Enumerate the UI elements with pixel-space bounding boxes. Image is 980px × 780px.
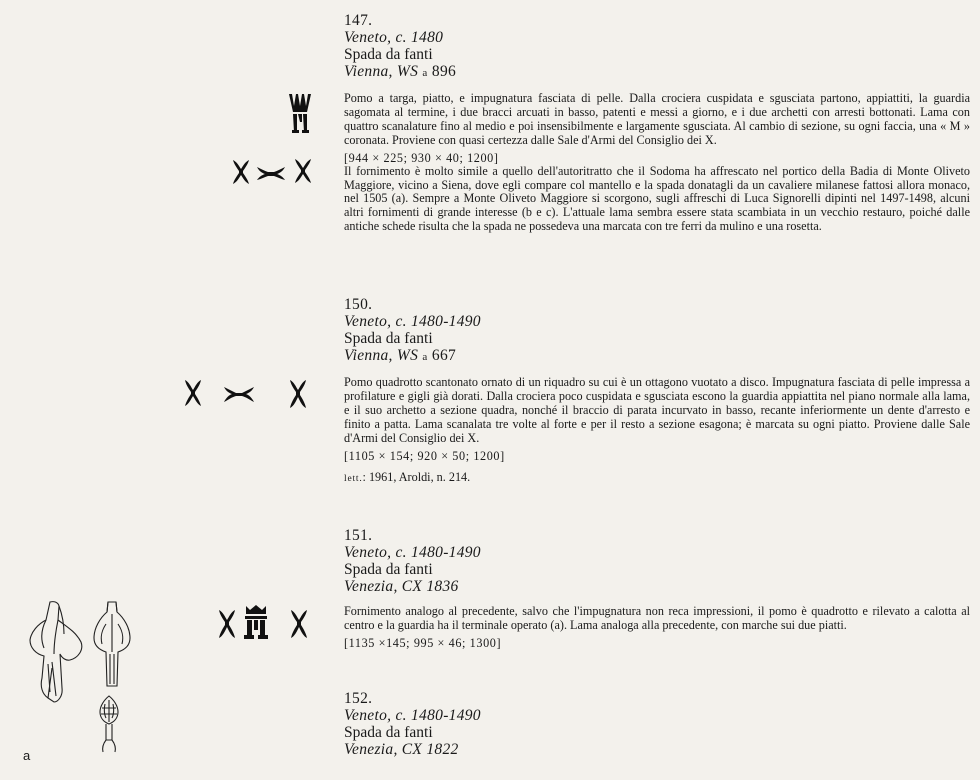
entry-number: 152. — [344, 690, 373, 707]
entry-number: 147. — [344, 12, 373, 29]
entry-location: Venezia, CX 1822 — [344, 741, 459, 758]
location-number: 896 — [427, 63, 457, 80]
entry-number: 151. — [344, 527, 373, 544]
entry-location — [344, 63, 970, 82]
entry-origin-date: Veneto, c. 1480 — [344, 29, 444, 46]
entry-150 — [344, 296, 970, 486]
entry-origin-date: Veneto, c. 1480-1490 — [344, 313, 481, 330]
entry-literature — [344, 470, 970, 486]
mill-iron-mark-icon — [216, 608, 238, 640]
entry-description: Pomo a targa, piatto, e impugnatura fasciata di pelle. Dalla crociera cuspidata e sgusciata partono, appiattiti, la guardia sagomata al termine, i due bracci arcuati in basso, patenti e messi a giorno, e i due archetti con arresti bottonati. Lama con quattro scanalature fino al medio e poi insensibilmente e largamente sgusciata. Al cambio di sezione, su ogni faccia, una « M » coronata. Proviene con quasi certezza dalle Sale d'Armi del Consiglio dei X. — [344, 91, 970, 147]
entry-origin-date: Veneto, c. 1480-1490 — [344, 544, 481, 561]
location-number: 667 — [427, 347, 457, 364]
entry-description: Pomo quadrotto scantonato ornato di un riquadro su cui è un ottagono vuotato a disco. Impugnatura fasciata di pelle impressa a profilature e gigli già dorati. Dalla crociera poco cuspidata e sgusciata escono la guardia appiattita nel piano normale alla lama, e il suo archetto a sezione quadra, nonché il braccio di parata incurvato in basso, recante inferiormente un dente d'arresto e finito a patta. Lama scanalata tre volte al forte e per il resto a sezione esagona; è marcata su ogni piatto. Proviene dalle Sale d'Armi del Consiglio dei X. — [344, 375, 970, 445]
mill-iron-mark-icon — [287, 378, 309, 410]
entry-origin-date: Veneto, c. 1480-1490 — [344, 707, 481, 724]
entry-location: Venezia, CX 1836 — [344, 578, 459, 595]
crowned-m-mark-icon — [242, 604, 270, 640]
mill-iron-mark-icon — [182, 378, 204, 408]
location-main: Vienna, WS — [344, 63, 423, 80]
crowned-m-mark-icon — [285, 92, 319, 134]
entry-type: Spada da fanti — [344, 724, 433, 741]
location-prefix: a — [422, 67, 428, 79]
location-main: Vienna, WS — [344, 347, 423, 364]
mill-iron-mark-icon — [230, 158, 252, 186]
figure-label: a — [23, 748, 31, 763]
entry-dimensions: [1135 ×145; 995 × 46; 1300] — [344, 635, 502, 650]
entry-number: 150. — [344, 296, 373, 313]
sword-hilt-drawing-icon — [28, 598, 86, 706]
entry-151 — [344, 527, 970, 650]
literature-label: lett. — [344, 473, 363, 484]
entry-commentary: Il fornimento è molto simile a quello dell'autoritratto che il Sodoma ha affrescato nel portico della Badia di Monte Oliveto Maggiore, vicino a Siena, dove egli compare col mantello e la spada donatagli da un cavaliere milanese fattosi allora monaco, nel 1505 (a). Sempre a Monte Oliveto Maggiore si scorgono, sugli affreschi di Luca Signorelli dipinti nel 1497-1498, alcuni altri fornimenti di grande interesse (b e c). L'attuale lama sembra essere stata scambiata in un vecchio restauro, poiché dalle antiche schede risulta che la spada ne possedeva una marcata con tre ferri da mulino e una rosetta. — [344, 163, 970, 234]
entry-dimensions: [944 × 225; 930 × 40; 1200] — [344, 150, 499, 165]
entry-type: Spada da fanti — [344, 330, 433, 347]
location-prefix: a — [422, 351, 428, 363]
mill-iron-mark-icon — [223, 384, 255, 404]
mill-iron-mark-icon — [292, 157, 314, 185]
entry-type: Spada da fanti — [344, 46, 433, 63]
mill-iron-mark-icon — [256, 164, 286, 182]
sword-hilt-drawing-icon — [92, 600, 132, 688]
entry-152 — [344, 690, 970, 758]
entry-location — [344, 347, 970, 366]
literature-text: : 1961, Aroldi, n. 214. — [362, 469, 471, 484]
entry-dimensions: [1105 × 154; 920 × 50; 1200] — [344, 448, 505, 463]
sword-hilt-drawing-icon — [94, 694, 124, 754]
entry-type: Spada da fanti — [344, 561, 433, 578]
mill-iron-mark-icon — [288, 608, 310, 640]
entry-147 — [344, 12, 970, 234]
entry-description: Fornimento analogo al precedente, salvo che l'impugnatura non reca impressioni, il pomo è quadrotto e rilevato a calotta al centro e la guardia ha il terminale operato (a). Lama analoga alla precedente, con marche sui due piatti. — [344, 604, 970, 632]
